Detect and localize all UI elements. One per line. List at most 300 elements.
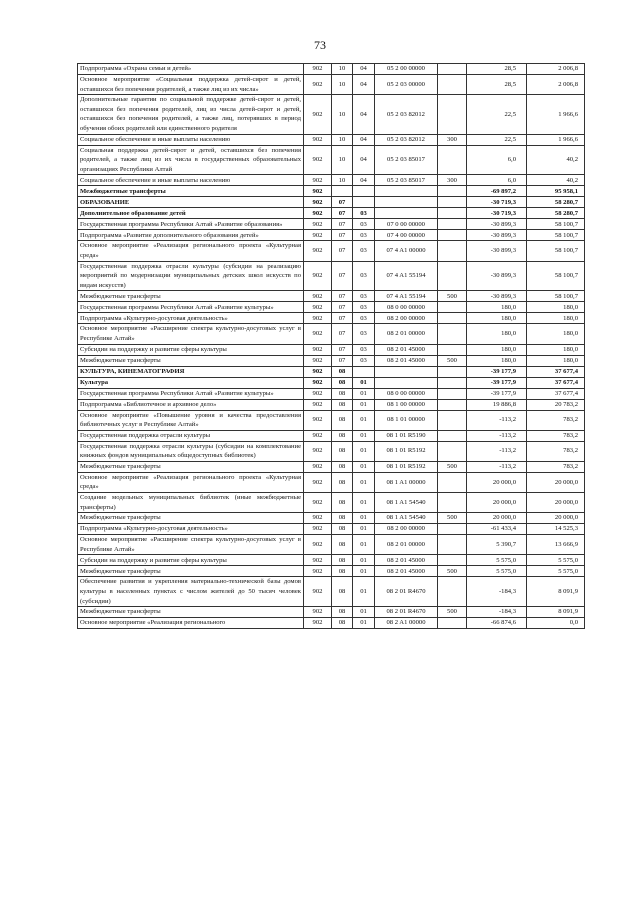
cell-amount-change: -39 177,9: [467, 377, 527, 388]
cell-admin-code: 902: [304, 366, 332, 377]
cell-target-article: 08 1 01 R5192: [375, 441, 438, 461]
cell-amount-total: 58 280,7: [527, 197, 585, 208]
cell-name: Подпрограмма «Культурно-досуговая деятельность»: [78, 524, 304, 535]
cell-subsection: 04: [353, 134, 375, 145]
cell-expense-type: [438, 388, 467, 399]
cell-target-article: 08 2 01 R4670: [375, 577, 438, 607]
cell-subsection: 01: [353, 388, 375, 399]
cell-expense-type: [438, 377, 467, 388]
cell-target-article: 07 4 A1 55194: [375, 291, 438, 302]
cell-amount-change: 5 575,0: [467, 566, 527, 577]
cell-section: [332, 186, 353, 197]
table-row: [78, 493, 585, 513]
cell-amount-change: -113,2: [467, 461, 527, 472]
cell-target-article: 05 2 03 00000: [375, 75, 438, 95]
cell-target-article: 07 0 00 00000: [375, 219, 438, 230]
cell-target-article: [375, 377, 438, 388]
cell-amount-change: -30 899,3: [467, 241, 527, 261]
cell-expense-type: [438, 430, 467, 441]
cell-amount-total: 37 677,4: [527, 388, 585, 399]
cell-subsection: 01: [353, 430, 375, 441]
cell-amount-change: 28,5: [467, 75, 527, 95]
cell-admin-code: 902: [304, 535, 332, 555]
cell-expense-type: 500: [438, 513, 467, 524]
cell-name: Основное мероприятие «Социальная поддержка детей-сирот и детей, оставшихся без попечения родителей, а также лиц из их числа»: [78, 75, 304, 95]
cell-target-article: 05 2 00 00000: [375, 64, 438, 75]
cell-section: 08: [332, 566, 353, 577]
cell-section: 07: [332, 219, 353, 230]
cell-name: Государственная поддержка отрасли культуры: [78, 430, 304, 441]
cell-target-article: 08 2 01 45000: [375, 344, 438, 355]
cell-target-article: 08 1 01 00000: [375, 410, 438, 430]
cell-target-article: 05 2 03 82012: [375, 134, 438, 145]
cell-admin-code: 902: [304, 186, 332, 197]
cell-section: 10: [332, 175, 353, 186]
cell-section: 07: [332, 230, 353, 241]
cell-subsection: 01: [353, 399, 375, 410]
cell-name: Социальное обеспечение и иные выплаты населению: [78, 175, 304, 186]
cell-section: 08: [332, 399, 353, 410]
cell-target-article: 08 2 01 R4670: [375, 607, 438, 618]
cell-amount-total: 58 280,7: [527, 208, 585, 219]
cell-section: 07: [332, 208, 353, 219]
table-row: [78, 535, 585, 555]
cell-target-article: 05 2 03 85017: [375, 175, 438, 186]
cell-admin-code: 902: [304, 291, 332, 302]
table-row: [78, 388, 585, 399]
cell-expense-type: [438, 64, 467, 75]
cell-name: Культура: [78, 377, 304, 388]
table-row: [78, 241, 585, 261]
budget-table: [77, 63, 585, 629]
cell-amount-change: 20 000,0: [467, 493, 527, 513]
cell-subsection: 01: [353, 461, 375, 472]
cell-admin-code: 902: [304, 324, 332, 344]
cell-amount-change: -39 177,9: [467, 388, 527, 399]
table-row: [78, 230, 585, 241]
cell-expense-type: [438, 577, 467, 607]
cell-admin-code: 902: [304, 607, 332, 618]
cell-amount-total: 95 958,1: [527, 186, 585, 197]
cell-target-article: 08 2 01 45000: [375, 566, 438, 577]
cell-amount-change: -66 874,6: [467, 618, 527, 629]
cell-subsection: 04: [353, 75, 375, 95]
cell-expense-type: [438, 208, 467, 219]
cell-expense-type: [438, 145, 467, 175]
cell-expense-type: 300: [438, 134, 467, 145]
cell-amount-total: 5 575,0: [527, 566, 585, 577]
cell-target-article: 05 2 03 82012: [375, 95, 438, 134]
cell-amount-change: -30 899,3: [467, 219, 527, 230]
cell-amount-total: 13 666,9: [527, 535, 585, 555]
cell-subsection: 01: [353, 607, 375, 618]
cell-amount-total: 180,0: [527, 302, 585, 313]
table-row: [78, 524, 585, 535]
cell-subsection: 01: [353, 577, 375, 607]
table-row: [78, 399, 585, 410]
cell-amount-total: 783,2: [527, 410, 585, 430]
cell-expense-type: [438, 472, 467, 492]
table-row: [78, 324, 585, 344]
cell-admin-code: 902: [304, 261, 332, 291]
cell-expense-type: [438, 535, 467, 555]
cell-name: КУЛЬТУРА, КИНЕМАТОГРАФИЯ: [78, 366, 304, 377]
cell-name: Обеспечение развития и укрепления материально-технической базы домов культуры в населенных пунктах с числом жителей до 50 тысяч человек (субсидии): [78, 577, 304, 607]
cell-admin-code: 902: [304, 175, 332, 186]
cell-name: Государственная поддержка отрасли культуры (субсидии на реализацию мероприятий по модернизации муниципальных детских школ искусств по видам искусств): [78, 261, 304, 291]
cell-expense-type: 500: [438, 355, 467, 366]
cell-amount-total: 783,2: [527, 441, 585, 461]
cell-admin-code: 902: [304, 555, 332, 566]
cell-section: 08: [332, 535, 353, 555]
cell-name: Социальное обеспечение и иные выплаты населению: [78, 134, 304, 145]
cell-section: 08: [332, 493, 353, 513]
cell-expense-type: 500: [438, 461, 467, 472]
cell-subsection: [353, 186, 375, 197]
cell-expense-type: [438, 344, 467, 355]
cell-amount-change: -184,3: [467, 607, 527, 618]
cell-subsection: 01: [353, 535, 375, 555]
cell-subsection: 03: [353, 208, 375, 219]
cell-name: Подпрограмма «Культурно-досуговая деятельность»: [78, 313, 304, 324]
cell-expense-type: [438, 555, 467, 566]
cell-amount-change: 180,0: [467, 313, 527, 324]
table-row: [78, 566, 585, 577]
cell-expense-type: [438, 524, 467, 535]
cell-target-article: 08 1 A1 00000: [375, 472, 438, 492]
cell-amount-total: 783,2: [527, 430, 585, 441]
cell-section: 08: [332, 472, 353, 492]
cell-amount-change: -30 899,3: [467, 291, 527, 302]
cell-name: ОБРАЗОВАНИЕ: [78, 197, 304, 208]
cell-name: Государственная программа Республики Алтай «Развитие культуры»: [78, 388, 304, 399]
cell-name: Основное мероприятие «Повышение уровня и качества предоставления библиотечных услуг в Республике Алтай»: [78, 410, 304, 430]
cell-name: Основное мероприятие «Реализация регионального: [78, 618, 304, 629]
cell-subsection: [353, 366, 375, 377]
cell-section: 07: [332, 324, 353, 344]
cell-admin-code: 902: [304, 472, 332, 492]
cell-amount-total: 20 000,0: [527, 513, 585, 524]
cell-expense-type: [438, 302, 467, 313]
cell-section: 10: [332, 95, 353, 134]
cell-expense-type: 500: [438, 291, 467, 302]
table-row: [78, 95, 585, 134]
table-row: [78, 313, 585, 324]
cell-name: Государственная поддержка отрасли культуры (субсидии на комплектование книжных фондов муниципальных общедоступных библиотек): [78, 441, 304, 461]
cell-admin-code: 902: [304, 513, 332, 524]
table-row: [78, 577, 585, 607]
cell-subsection: 04: [353, 145, 375, 175]
cell-section: 07: [332, 241, 353, 261]
cell-admin-code: 902: [304, 566, 332, 577]
cell-admin-code: 902: [304, 410, 332, 430]
cell-amount-change: 6,0: [467, 145, 527, 175]
cell-amount-total: 20 000,0: [527, 493, 585, 513]
cell-admin-code: 902: [304, 388, 332, 399]
table-row: [78, 377, 585, 388]
cell-admin-code: 902: [304, 219, 332, 230]
cell-expense-type: [438, 95, 467, 134]
cell-target-article: [375, 366, 438, 377]
cell-name: Подпрограмма «Библиотечное и архивное дело»: [78, 399, 304, 410]
cell-admin-code: 902: [304, 208, 332, 219]
cell-section: 08: [332, 410, 353, 430]
cell-admin-code: 902: [304, 461, 332, 472]
cell-amount-total: 40,2: [527, 175, 585, 186]
cell-subsection: 03: [353, 355, 375, 366]
cell-amount-change: -30 899,3: [467, 230, 527, 241]
cell-name: Межбюджетные трансферты: [78, 566, 304, 577]
table-row: [78, 555, 585, 566]
cell-section: 08: [332, 607, 353, 618]
cell-target-article: 08 0 00 00000: [375, 302, 438, 313]
cell-section: 10: [332, 134, 353, 145]
table-row: [78, 366, 585, 377]
cell-subsection: 03: [353, 302, 375, 313]
table-row: [78, 472, 585, 492]
cell-admin-code: 902: [304, 493, 332, 513]
cell-subsection: 03: [353, 219, 375, 230]
cell-expense-type: [438, 241, 467, 261]
cell-name: Межбюджетные трансферты: [78, 607, 304, 618]
cell-name: Межбюджетные трансферты: [78, 461, 304, 472]
table-body: [78, 64, 585, 629]
cell-section: 08: [332, 524, 353, 535]
cell-amount-total: 5 575,0: [527, 555, 585, 566]
cell-amount-total: 1 966,6: [527, 95, 585, 134]
cell-name: Межбюджетные трансферты: [78, 186, 304, 197]
table-row: [78, 175, 585, 186]
cell-name: Межбюджетные трансферты: [78, 355, 304, 366]
cell-subsection: 01: [353, 524, 375, 535]
cell-amount-total: 14 525,3: [527, 524, 585, 535]
cell-amount-total: 2 006,8: [527, 64, 585, 75]
cell-amount-change: 5 575,0: [467, 555, 527, 566]
cell-expense-type: 500: [438, 607, 467, 618]
cell-section: 08: [332, 366, 353, 377]
cell-amount-total: 58 100,7: [527, 291, 585, 302]
cell-amount-change: -61 433,4: [467, 524, 527, 535]
cell-expense-type: [438, 366, 467, 377]
cell-amount-change: 20 000,0: [467, 472, 527, 492]
cell-target-article: [375, 186, 438, 197]
cell-admin-code: 902: [304, 197, 332, 208]
cell-amount-change: 20 000,0: [467, 513, 527, 524]
cell-section: 07: [332, 197, 353, 208]
cell-target-article: 08 2 A1 00000: [375, 618, 438, 629]
cell-amount-total: 180,0: [527, 344, 585, 355]
cell-expense-type: [438, 441, 467, 461]
cell-expense-type: [438, 410, 467, 430]
table-row: [78, 134, 585, 145]
cell-admin-code: 902: [304, 241, 332, 261]
cell-target-article: 08 1 A1 54540: [375, 493, 438, 513]
table-row: [78, 302, 585, 313]
cell-admin-code: 902: [304, 230, 332, 241]
cell-admin-code: 902: [304, 344, 332, 355]
cell-subsection: 03: [353, 230, 375, 241]
cell-amount-total: 58 100,7: [527, 261, 585, 291]
cell-subsection: 03: [353, 344, 375, 355]
cell-name: Основное мероприятие «Реализация регионального проекта «Культурная среда»: [78, 241, 304, 261]
table-row: [78, 186, 585, 197]
cell-subsection: 01: [353, 513, 375, 524]
cell-admin-code: 902: [304, 145, 332, 175]
cell-expense-type: 300: [438, 175, 467, 186]
table-row: [78, 461, 585, 472]
cell-expense-type: [438, 324, 467, 344]
cell-name: Подпрограмма «Развитие дополнительного образования детей»: [78, 230, 304, 241]
cell-target-article: 08 2 01 00000: [375, 535, 438, 555]
cell-amount-total: 783,2: [527, 461, 585, 472]
cell-subsection: 01: [353, 555, 375, 566]
cell-section: 08: [332, 388, 353, 399]
cell-amount-change: 180,0: [467, 302, 527, 313]
cell-target-article: 08 1 00 00000: [375, 399, 438, 410]
table-row: [78, 441, 585, 461]
cell-target-article: 08 1 A1 54540: [375, 513, 438, 524]
cell-subsection: 04: [353, 175, 375, 186]
cell-expense-type: [438, 493, 467, 513]
cell-admin-code: 902: [304, 95, 332, 134]
cell-target-article: 08 0 00 00000: [375, 388, 438, 399]
cell-section: 08: [332, 577, 353, 607]
cell-amount-total: 1 966,6: [527, 134, 585, 145]
cell-admin-code: 902: [304, 64, 332, 75]
cell-admin-code: 902: [304, 524, 332, 535]
cell-subsection: 01: [353, 441, 375, 461]
cell-subsection: 01: [353, 377, 375, 388]
cell-amount-total: 58 100,7: [527, 241, 585, 261]
cell-amount-total: 37 677,4: [527, 377, 585, 388]
cell-name: Межбюджетные трансферты: [78, 513, 304, 524]
cell-section: 08: [332, 461, 353, 472]
cell-subsection: 03: [353, 261, 375, 291]
cell-admin-code: 902: [304, 302, 332, 313]
cell-expense-type: [438, 261, 467, 291]
table-row: [78, 607, 585, 618]
cell-expense-type: [438, 75, 467, 95]
cell-target-article: 08 2 00 00000: [375, 313, 438, 324]
cell-section: 08: [332, 377, 353, 388]
table-row: [78, 430, 585, 441]
cell-target-article: 08 2 00 00000: [375, 524, 438, 535]
cell-expense-type: [438, 399, 467, 410]
cell-section: 10: [332, 64, 353, 75]
cell-subsection: 03: [353, 324, 375, 344]
table-row: [78, 513, 585, 524]
cell-admin-code: 902: [304, 577, 332, 607]
cell-amount-total: 180,0: [527, 324, 585, 344]
cell-amount-total: 58 100,7: [527, 230, 585, 241]
cell-expense-type: [438, 197, 467, 208]
cell-name: Дополнительные гарантии по социальной поддержке детей-сирот и детей, оставшихся без попечения родителей, лиц из числа детей-сирот и детей, оставшихся без попечения родителей, а также лиц, потерявших в период обучения обоих родителей или единственного родителя: [78, 95, 304, 134]
cell-expense-type: [438, 219, 467, 230]
cell-amount-total: 40,2: [527, 145, 585, 175]
table-row: [78, 355, 585, 366]
cell-target-article: [375, 197, 438, 208]
cell-name: Государственная программа Республики Алтай «Развитие образования»: [78, 219, 304, 230]
cell-amount-total: 0,0: [527, 618, 585, 629]
cell-amount-change: 5 390,7: [467, 535, 527, 555]
cell-amount-change: 19 886,8: [467, 399, 527, 410]
cell-section: 07: [332, 344, 353, 355]
cell-amount-change: -30 899,3: [467, 261, 527, 291]
cell-section: 07: [332, 313, 353, 324]
cell-target-article: [375, 208, 438, 219]
cell-name: Дополнительное образование детей: [78, 208, 304, 219]
cell-target-article: 08 1 01 R5192: [375, 461, 438, 472]
table-row: [78, 64, 585, 75]
cell-subsection: 03: [353, 241, 375, 261]
cell-target-article: 07 4 A1 55194: [375, 261, 438, 291]
cell-name: Субсидии на поддержку и развитие сферы культуры: [78, 555, 304, 566]
cell-name: Основное мероприятие «Реализация регионального проекта «Культурная среда»: [78, 472, 304, 492]
cell-name: Подпрограмма «Охрана семьи и детей»: [78, 64, 304, 75]
cell-subsection: 03: [353, 313, 375, 324]
table-row: [78, 261, 585, 291]
cell-section: 07: [332, 291, 353, 302]
cell-subsection: 01: [353, 472, 375, 492]
cell-subsection: 01: [353, 410, 375, 430]
cell-name: Основное мероприятие «Расширение спектра культурно-досуговых услуг в Республике Алтай»: [78, 535, 304, 555]
cell-amount-change: -113,2: [467, 430, 527, 441]
cell-target-article: 07 4 00 00000: [375, 230, 438, 241]
cell-name: Основное мероприятие «Расширение спектра культурно-досуговых услуг в Республике Алтай»: [78, 324, 304, 344]
cell-expense-type: [438, 186, 467, 197]
cell-admin-code: 902: [304, 399, 332, 410]
cell-amount-change: -30 719,3: [467, 197, 527, 208]
cell-subsection: [353, 197, 375, 208]
cell-target-article: 05 2 03 85017: [375, 145, 438, 175]
cell-admin-code: 902: [304, 355, 332, 366]
cell-amount-change: 28,5: [467, 64, 527, 75]
cell-amount-change: -113,2: [467, 441, 527, 461]
cell-subsection: 04: [353, 64, 375, 75]
table-row: [78, 410, 585, 430]
cell-section: 07: [332, 261, 353, 291]
cell-amount-change: -69 897,2: [467, 186, 527, 197]
cell-section: 07: [332, 302, 353, 313]
cell-expense-type: [438, 313, 467, 324]
cell-amount-change: 22,5: [467, 134, 527, 145]
cell-expense-type: [438, 618, 467, 629]
cell-amount-change: 22,5: [467, 95, 527, 134]
cell-admin-code: 902: [304, 313, 332, 324]
cell-amount-total: 8 091,9: [527, 607, 585, 618]
table-row: [78, 208, 585, 219]
cell-amount-change: 6,0: [467, 175, 527, 186]
cell-subsection: 03: [353, 291, 375, 302]
table-row: [78, 145, 585, 175]
cell-target-article: 08 2 01 45000: [375, 355, 438, 366]
cell-subsection: 01: [353, 493, 375, 513]
cell-subsection: 04: [353, 95, 375, 134]
cell-expense-type: [438, 230, 467, 241]
cell-target-article: 08 2 01 00000: [375, 324, 438, 344]
cell-amount-change: -39 177,9: [467, 366, 527, 377]
cell-section: 07: [332, 355, 353, 366]
cell-amount-total: 20 783,2: [527, 399, 585, 410]
cell-amount-change: 180,0: [467, 355, 527, 366]
table-row: [78, 618, 585, 629]
cell-subsection: 01: [353, 566, 375, 577]
cell-section: 08: [332, 430, 353, 441]
cell-section: 08: [332, 618, 353, 629]
table-row: [78, 75, 585, 95]
cell-section: 08: [332, 441, 353, 461]
cell-amount-total: 8 091,9: [527, 577, 585, 607]
